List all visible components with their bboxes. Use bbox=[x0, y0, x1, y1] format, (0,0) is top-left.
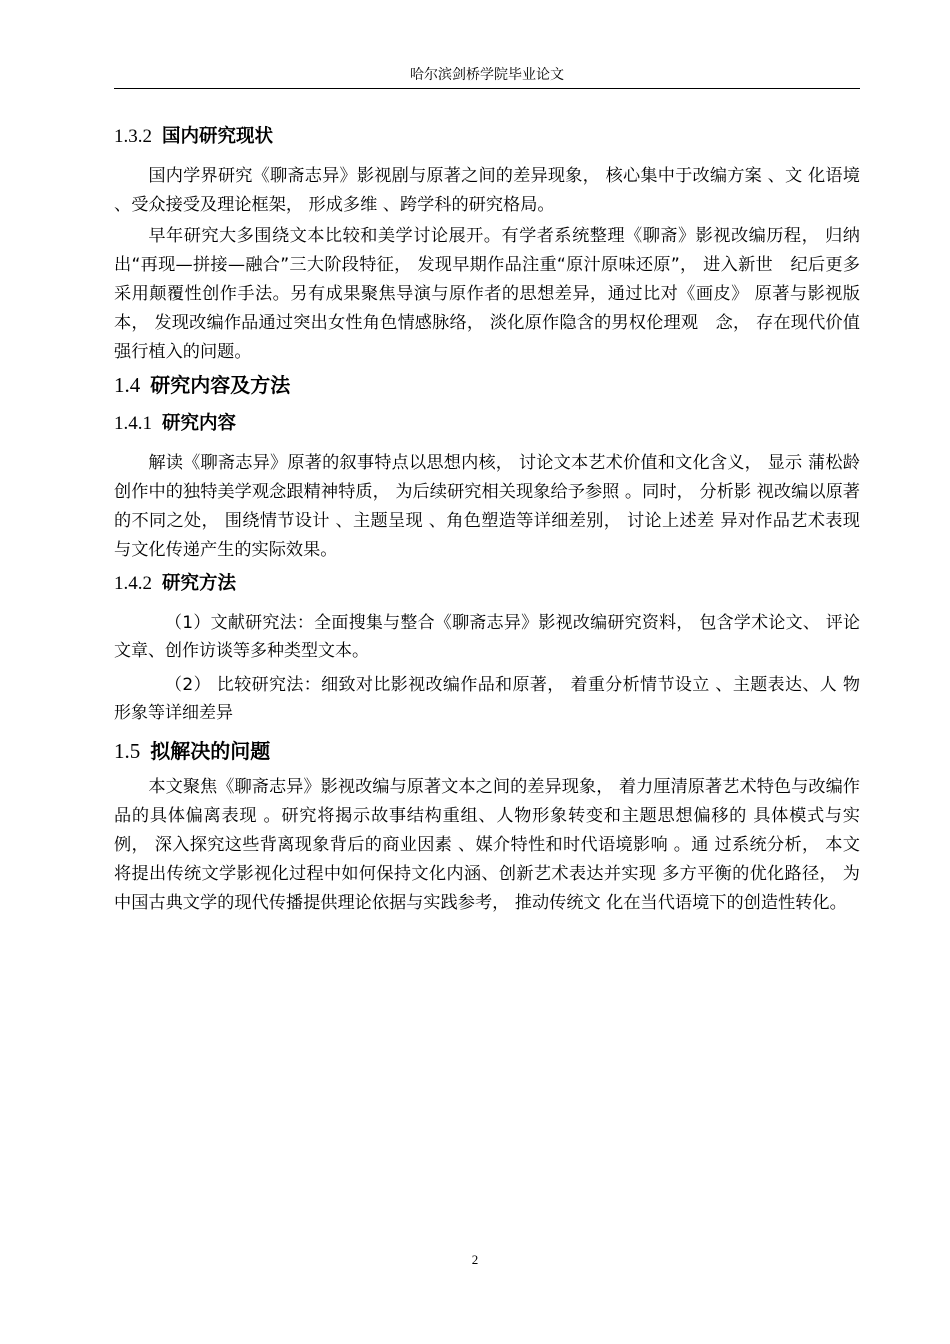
heading-1-4-2 bbox=[114, 569, 860, 599]
heading-title: 研究方法 bbox=[162, 573, 237, 594]
method-item: （2） 比较研究法：细致对比影视改编作品和原著， 着重分析情节设立 、主题表达、人 物形象等详细差异 bbox=[114, 675, 860, 723]
heading-number: 1.4 bbox=[114, 373, 141, 397]
heading-title: 研究内容及方法 bbox=[150, 373, 291, 397]
paragraph: 本文聚焦《聊斋志异》影视改编与原著文本之间的差异现象， 着力厘清原著艺术特色与改编作品的具体偏离表现 。研究将揭示故事结构重组、人物形象转变和主题思想偏移的 具体模式与实例， 深入探究这些背离现象背后的商业因素 、媒介特性和时代语境影响 。通 过系统分析， 本文将提出传统文学影视化过程中如何保持文化内涵、创新艺术表达并实现 多方平衡的优化路径， 为中国古典文学的现代传播提供理论依据与实践参考， 推动传统文 化在当代语境下的创造性转化。 bbox=[114, 777, 860, 913]
running-header: 哈尔滨剑桥学院毕业论文 bbox=[410, 67, 564, 83]
paragraph: 早年研究大多围绕文本比较和美学讨论展开。有学者系统整理《聊斋》影视改编历程， 归纳出“再现—拼接—融合”三大阶段特征， 发现早期作品注重“原汁原味还原”， 进入新世 纪后更多采用颠覆性创作手法。另有成果聚焦导演与原作者的思想差异，通过比对《画皮》 原著与影视版本， 发现改编作品通过突出女性角色情感脉络， 淡化原作隐含的男权伦理观 念， 存在现代价值强行植入的问题。 bbox=[114, 226, 860, 362]
page-number: 2 bbox=[471, 1252, 479, 1267]
heading-1-4 bbox=[114, 369, 860, 401]
heading-1-3-2 bbox=[114, 122, 860, 152]
header-rule bbox=[114, 88, 860, 89]
heading-1-5 bbox=[114, 735, 860, 767]
heading-title: 拟解决的问题 bbox=[150, 739, 271, 763]
paragraph: 国内学界研究《聊斋志异》影视剧与原著之间的差异现象， 核心集中于改编方案 、文 化语境 、受众接受及理论框架， 形成多维 、跨学科的研究格局。 bbox=[114, 166, 860, 215]
body-content bbox=[114, 122, 860, 918]
heading-number: 1.4.1 bbox=[114, 413, 152, 434]
paragraph: 解读《聊斋志异》原著的叙事特点以思想内核， 讨论文本艺术价值和文化含义， 显示 蒲松龄创作中的独特美学观念跟精神特质， 为后续研究相关现象给予参照 。同时， 分析影 视改编以原著的不同之处， 围绕情节设计 、主题呈现 、角色塑造等详细差别， 讨论上述差 异对作品艺术表现与文化传递产生的实际效果。 bbox=[114, 453, 860, 560]
heading-1-4-1 bbox=[114, 409, 860, 439]
heading-number: 1.3.2 bbox=[114, 126, 152, 147]
heading-title: 国内研究现状 bbox=[162, 126, 274, 147]
heading-number: 1.4.2 bbox=[114, 573, 152, 594]
heading-title: 研究内容 bbox=[162, 413, 237, 434]
method-item: （1）文献研究法：全面搜集与整合《聊斋志异》影视改编研究资料， 包含学术论文、 评论文章、创作访谈等多种类型文本。 bbox=[114, 613, 860, 661]
heading-number: 1.5 bbox=[114, 739, 141, 763]
